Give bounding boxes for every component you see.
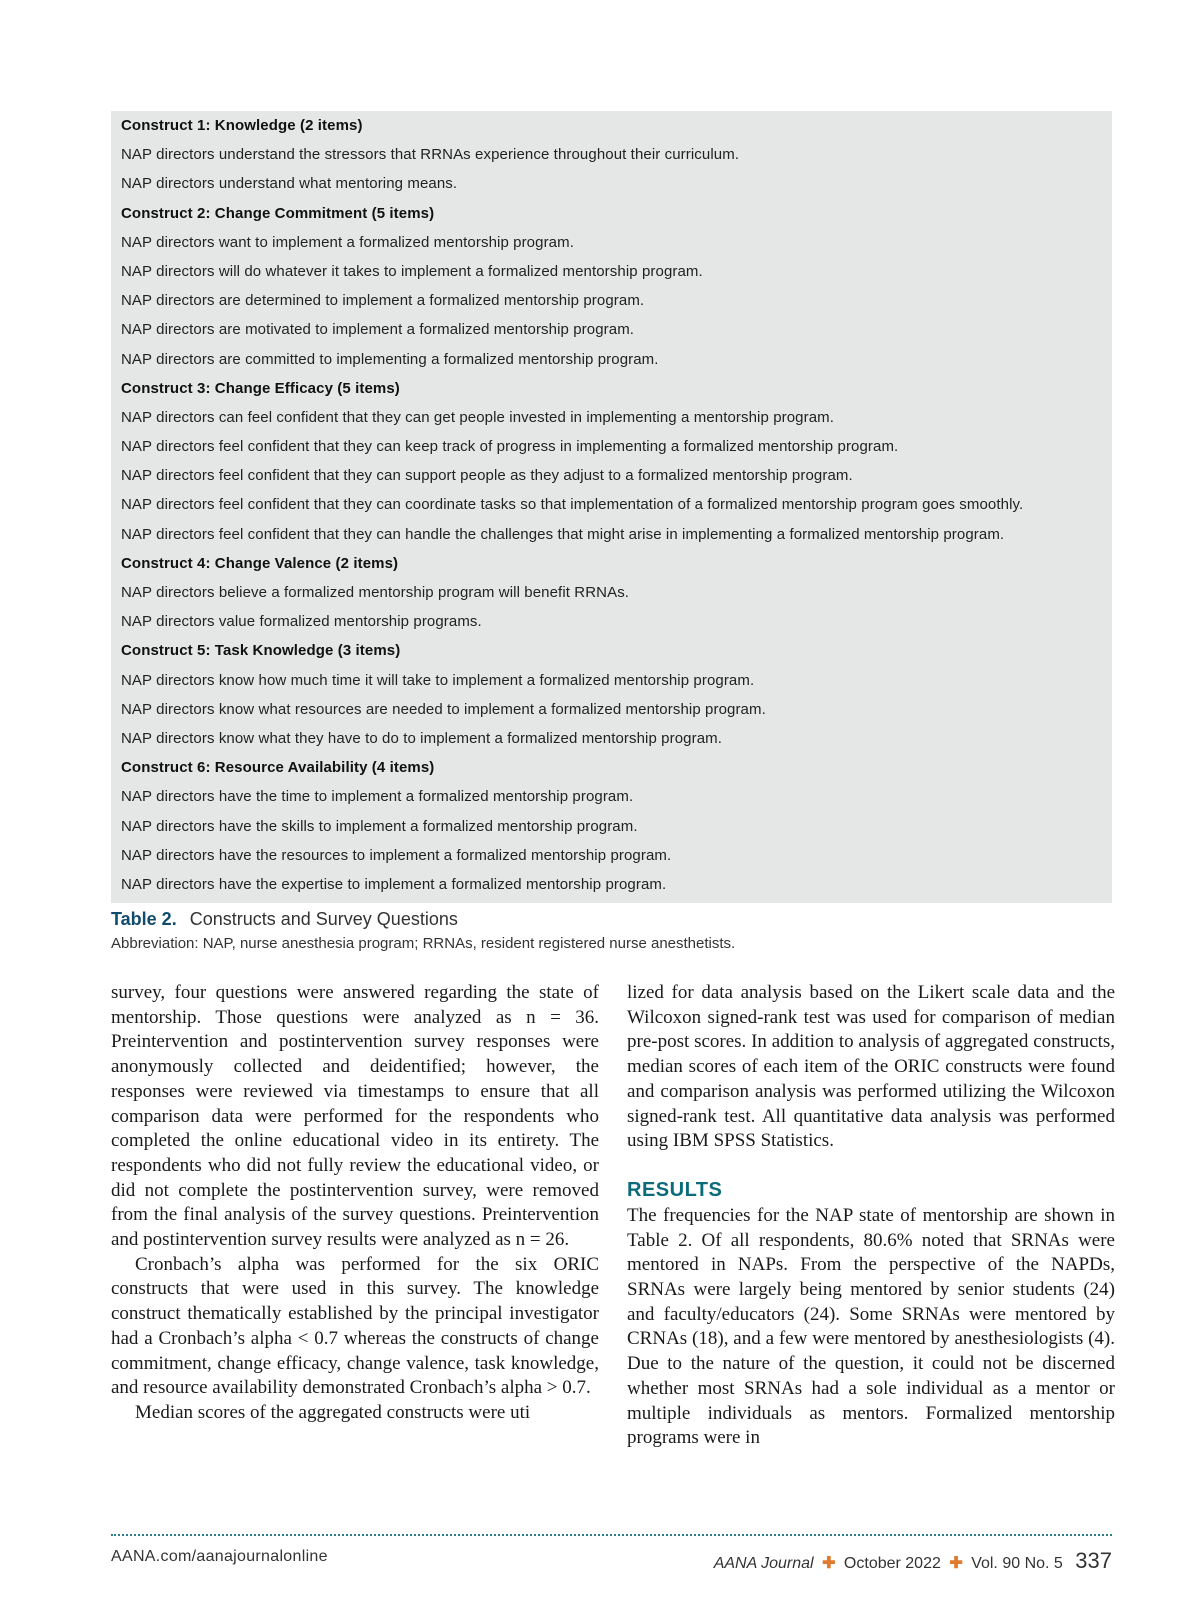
body-paragraph: The frequencies for the NAP state of mentorship are shown in Table 2. Of all respondents, 80.6% noted that SRNAs were mentored in NAPs. From the perspective of the NAPDs, SRNAs were largely being mentored by senior students (24) and faculty/educators (24). Some SRNAs were mentored by CRNAs (18), and a few were mentored by anesthesiologists (4). Due to the nature of the question, it could not be discerned whether most SRNAs had a sole individual as a mentor or multiple individuals as mentors. Formalized mentorship programs were in <box>627 1204 1115 1449</box>
body-column-left <box>111 981 599 1426</box>
caption-title-line <box>111 907 1111 931</box>
survey-item: NAP directors have the expertise to implement a formalized mentorship program. <box>121 875 667 893</box>
body-column-right <box>627 981 1115 1451</box>
construct-heading: Construct 2: Change Commitment (5 items) <box>121 204 435 222</box>
footer-citation <box>714 1540 1112 1574</box>
footer-number: No. 5 <box>1024 1555 1063 1572</box>
footer-journal: AANA Journal <box>713 1555 814 1572</box>
survey-item: NAP directors have the skills to implement a formalized mentorship program. <box>121 817 638 835</box>
construct-heading: Construct 3: Change Efficacy (5 items) <box>121 379 400 397</box>
page-number: 337 <box>1075 1548 1112 1573</box>
body-paragraph: survey, four questions were answered regarding the state of mentorship. Those questions were analyzed as n = 36. Preintervention and postintervention survey responses were anonymously collected and deidentified; however, the responses were reviewed via timestamps to ensure that all comparison data were performed for the respondents who completed the online educational video in its entirety. The respondents who did not fully review the educational video, or did not complete the postintervention survey, were removed from the final analysis of the survey questions. Preintervention and postintervention survey results were analyzed as n = 26. <box>111 982 599 1251</box>
construct-heading: Construct 1: Knowledge (2 items) <box>121 117 363 134</box>
table-abbreviation: Abbreviation: NAP, nurse anesthesia program; RRNAs, resident registered nurse anesthetists. <box>111 935 736 952</box>
survey-item: NAP directors understand the stressors that RRNAs experience throughout their curriculum. <box>121 146 740 164</box>
survey-item: NAP directors have the resources to implement a formalized mentorship program. <box>121 846 672 864</box>
survey-item: NAP directors are motivated to implement a formalized mentorship program. <box>121 321 635 339</box>
body-paragraph: Cronbach’s alpha was performed for the six ORIC constructs that were used in this survey. The knowledge construct thematically established by the principal investigator had a Cronbach’s alpha < 0.7 whereas the constructs of change commitment, change efficacy, change valence, task knowledge, and resource availability demonstrated Cronbach’s alpha > 0.7. <box>111 1253 599 1399</box>
footer-divider <box>111 1534 1112 1536</box>
survey-item: NAP directors feel confident that they can keep track of progress in implementing a formalized mentorship program. <box>121 438 899 456</box>
survey-item: NAP directors feel confident that they can handle the challenges that might arise in implementing a formalized mentorship program. <box>121 525 1005 543</box>
survey-item: NAP directors feel confident that they can support people as they adjust to a formalized mentorship program. <box>121 467 853 485</box>
survey-item: NAP directors will do whatever it takes to implement a formalized mentorship program. <box>121 262 703 280</box>
survey-item: NAP directors know what they have to do to implement a formalized mentorship program. <box>121 729 722 747</box>
body-paragraph: Median scores of the aggregated constructs were uti <box>135 1401 531 1423</box>
survey-item: NAP directors can feel confident that they can get people invested in implementing a mentorship program. <box>121 408 835 426</box>
page-footer <box>111 1540 1112 1572</box>
table-caption <box>111 907 1111 955</box>
table-title: Constructs and Survey Questions <box>189 909 458 929</box>
body-paragraph: lized for data analysis based on the Likert scale data and the Wilcoxon signed-rank test was used for comparison of median pre-post scores. In addition to analysis of aggregated constructs, median scores of each item of the ORIC constructs were found and comparison analysis was performed utilizing the Wilcoxon signed-rank test. All quantitative data analysis was performed using IBM SPSS Statistics. <box>627 982 1115 1152</box>
results-heading: RESULTS <box>627 1178 723 1201</box>
table-label: Table 2. <box>111 909 177 929</box>
survey-item: NAP directors are committed to implementing a formalized mentorship program. <box>121 350 659 368</box>
constructs-table <box>111 111 1112 903</box>
survey-item: NAP directors feel confident that they can coordinate tasks so that implementation of a formalized mentorship program goes smoothly. <box>121 496 1024 514</box>
footer-volume: Vol. 90 <box>971 1555 1021 1572</box>
plus-separator-icon: ✚ <box>822 1555 836 1572</box>
footer-date: October 2022 <box>843 1555 941 1572</box>
footer-url: AANA.com/aanajournalonline <box>111 1548 328 1565</box>
survey-item: NAP directors know what resources are needed to implement a formalized mentorship program. <box>121 700 766 718</box>
survey-item: NAP directors want to implement a formalized mentorship program. <box>121 233 574 251</box>
survey-item: NAP directors value formalized mentorship programs. <box>121 613 482 631</box>
survey-item: NAP directors are determined to implement a formalized mentorship program. <box>121 292 645 310</box>
survey-item: NAP directors believe a formalized mentorship program will benefit RRNAs. <box>121 584 630 601</box>
plus-separator-icon: ✚ <box>949 1555 963 1572</box>
survey-item: NAP directors understand what mentoring means. <box>121 175 458 193</box>
construct-heading: Construct 4: Change Valence (2 items) <box>121 554 399 572</box>
survey-item: NAP directors know how much time it will take to implement a formalized mentorship program. <box>121 671 755 689</box>
construct-heading: Construct 6: Resource Availability (4 items) <box>121 759 435 777</box>
survey-item: NAP directors have the time to implement a formalized mentorship program. <box>121 788 634 806</box>
construct-heading: Construct 5: Task Knowledge (3 items) <box>121 642 401 660</box>
